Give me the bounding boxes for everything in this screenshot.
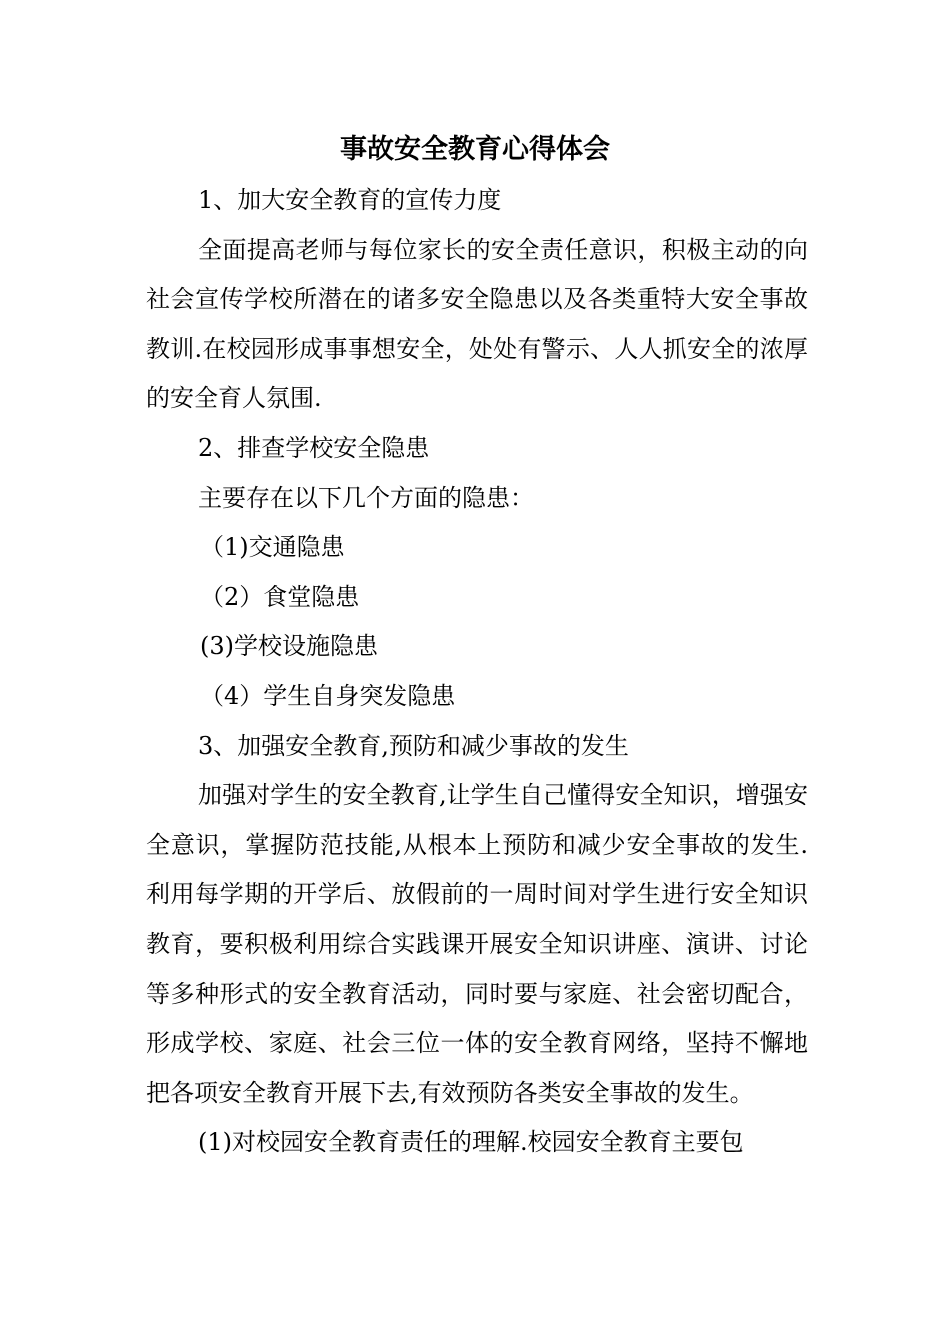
body-paragraph: 主要存在以下几个方面的隐患： bbox=[198, 483, 534, 512]
list-item: （4）学生自身突发隐患 bbox=[200, 681, 456, 710]
document-title: 事故安全教育心得体会 bbox=[340, 134, 610, 165]
body-paragraph: 全面提高老师与每位家长的安全责任意识，积极主动的向社会宣传学校所潜在的诸多安全隐患以及各类重特大安全事故教训.在校园形成事事想安全，处处有警示、人人抓安全的浓厚的安全育人氛围. bbox=[146, 235, 808, 413]
section-heading-1: 1、加大安全教育的宣传力度 bbox=[198, 186, 502, 214]
list-item: （1)交通隐患 bbox=[200, 533, 345, 562]
list-item: （2）食堂隐患 bbox=[200, 582, 360, 611]
body-paragraph: 加强对学生的安全教育,让学生自己懂得安全知识，增强安全意识，掌握防范技能,从根本上预防和减少安全事故的发生.利用每学期的开学后、放假前的一周时间对学生进行安全知识教育，要积极利用综合实践课开展安全知识讲座、演讲、讨论等多种形式的安全教育活动，同时要与家庭、社会密切配合，形成学校、家庭、社会三位一体的安全教育网络，坚持不懈地把各项安全教育开展下去,有效预防各类安全事故的发生。 bbox=[146, 781, 808, 1107]
section-heading-2: 2、排查学校安全隐患 bbox=[198, 433, 430, 462]
document-body bbox=[146, 176, 808, 1168]
body-paragraph: (1)对校园安全教育责任的理解.校园安全教育主要包 bbox=[198, 1128, 744, 1157]
section-heading-3: 3、加强安全教育,预防和减少事故的发生 bbox=[198, 731, 629, 760]
list-item: (3)学校设施隐患 bbox=[200, 632, 378, 661]
